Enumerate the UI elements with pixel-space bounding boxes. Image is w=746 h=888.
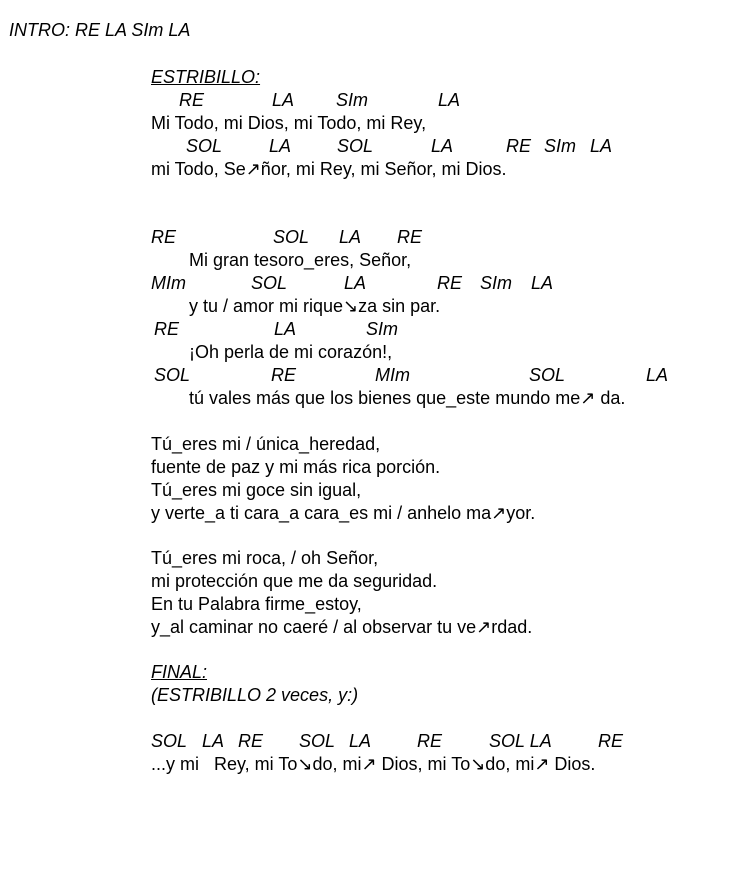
chord: SOL <box>154 365 191 385</box>
chord: LA <box>339 227 362 247</box>
chord: RE <box>151 227 177 247</box>
chord: LA <box>431 136 454 156</box>
chord: LA <box>531 273 554 293</box>
chord: SOL <box>251 273 288 293</box>
chord: RE <box>598 731 624 751</box>
chord: SOL <box>273 227 310 247</box>
verse2-line-4: y verte_a ti cara_a cara_es mi / anhelo ma↗yor. <box>151 503 536 523</box>
chord: LA <box>438 90 461 110</box>
chord: SOL LA <box>489 731 552 751</box>
chord: RE <box>397 227 423 247</box>
chord: LA <box>202 731 225 751</box>
chord: MIm <box>151 273 186 293</box>
estribillo-heading: ESTRIBILLO: <box>151 67 261 87</box>
verse1-lyric-3: ¡Oh perla de mi corazón!, <box>189 342 393 362</box>
chord: RE <box>271 365 297 385</box>
verse2-line-1: Tú_eres mi / única_heredad, <box>151 434 381 454</box>
chord: RE <box>179 90 205 110</box>
verse3-line-3: En tu Palabra firme_estoy, <box>151 594 362 614</box>
chord: RE <box>238 731 264 751</box>
verse3-line-2: mi protección que me da seguridad. <box>151 571 438 591</box>
chord: SOL <box>299 731 336 751</box>
estribillo-lyric-1: Mi Todo, mi Dios, mi Todo, mi Rey, <box>151 113 427 133</box>
intro-line: INTRO: RE LA SIm LA <box>9 20 191 40</box>
verse3-line-1: Tú_eres mi roca, / oh Señor, <box>151 548 379 568</box>
chord: LA <box>272 90 295 110</box>
chord: LA <box>269 136 292 156</box>
final-note: (ESTRIBILLO 2 veces, y:) <box>151 685 359 705</box>
final-lyric: ...y mi Rey, mi To↘do, mi↗ Dios, mi To↘do, mi↗ Dios. <box>151 754 596 774</box>
verse1-lyric-4: tú vales más que los bienes que_este mundo me↗ da. <box>189 388 626 408</box>
chord: SOL <box>529 365 566 385</box>
chord: MIm <box>375 365 410 385</box>
verse2-line-2: fuente de paz y mi más rica porción. <box>151 457 441 477</box>
chord: SIm <box>544 136 577 156</box>
chord: RE <box>506 136 532 156</box>
chord: LA <box>349 731 372 751</box>
chord: LA <box>344 273 367 293</box>
final-heading: FINAL: <box>151 662 208 682</box>
verse1-lyric-2: y tu / amor mi rique↘za sin par. <box>189 296 441 316</box>
chord: SOL <box>337 136 374 156</box>
chord: SIm <box>336 90 369 110</box>
chord: RE <box>417 731 443 751</box>
verse3-line-4: y_al caminar no caeré / al observar tu ve↗rdad. <box>151 617 533 637</box>
chord: LA <box>646 365 669 385</box>
chord: LA <box>590 136 613 156</box>
verse1-lyric-1: Mi gran tesoro_eres, Señor, <box>189 250 412 270</box>
chord: LA <box>274 319 297 339</box>
chord: SOL <box>151 731 188 751</box>
chord: SIm <box>480 273 513 293</box>
chord: SOL <box>186 136 223 156</box>
estribillo-lyric-2: mi Todo, Se↗ñor, mi Rey, mi Señor, mi Dios. <box>151 159 507 179</box>
chord: SIm <box>366 319 399 339</box>
verse2-line-3: Tú_eres mi goce sin igual, <box>151 480 362 500</box>
chord: RE <box>154 319 180 339</box>
chord: RE <box>437 273 463 293</box>
